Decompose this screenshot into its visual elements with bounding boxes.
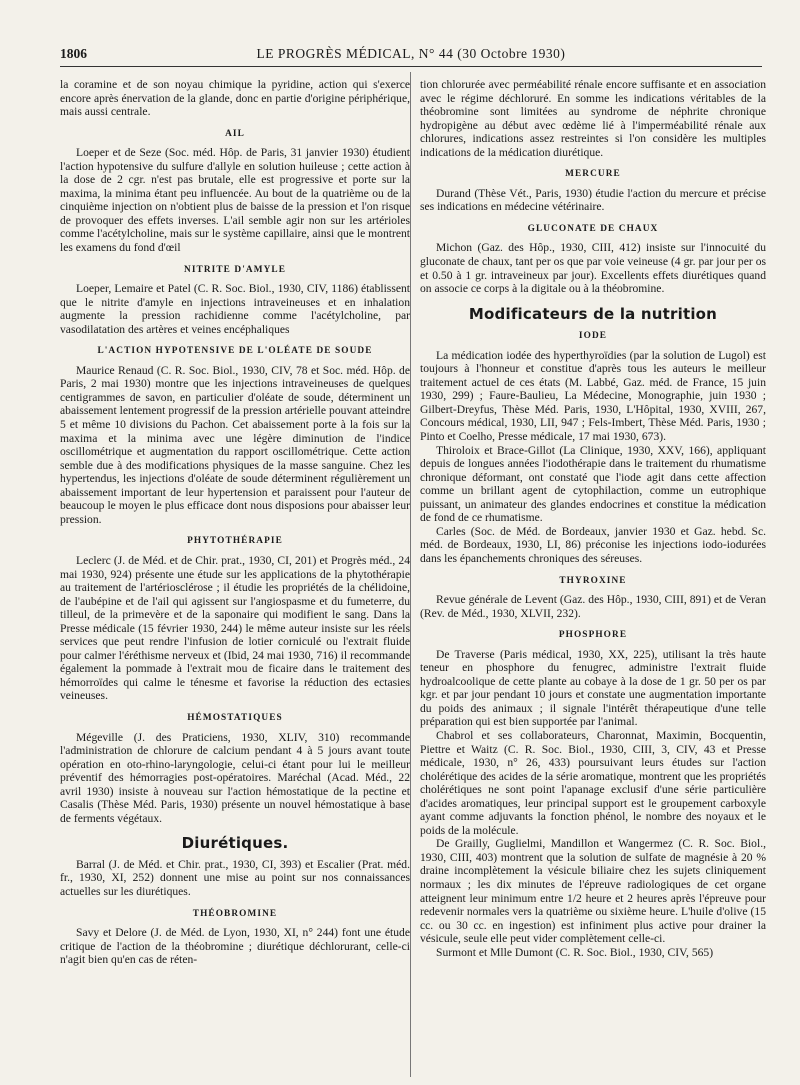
paragraph: Surmont et Mlle Dumont (C. R. Soc. Biol., 1930, CIV, 565) (436, 945, 714, 959)
paragraph: De Grailly, Guglielmi, Mandillon et Wangermez (C. R. Soc. Biol., 1930, CIII, 403) montrent que la solution de sulfate de magnésie à 20 % draine incomplètement la vésicule biliaire chez les sujets cliniquement normaux ; les dix minutes de l'épreuve radiologiques de cet organe atteignent leur minimum entre 1/2 heure et 2 heures après l'épreuve pour redevenir normales vers la quatrième ou sixième heure. L'huile d'olive (15 cc. ou 30 cc. en ingestion) est infiniment plus active pour drainer la vésicule, seule elle peut vider complètement celle-ci. (420, 837, 766, 946)
running-title: LE PROGRÈS MÉDICAL, N° 44 (30 Octobre 1930) (256, 46, 566, 61)
paragraph: Mégeville (J. des Praticiens, 1930, XLIV, 310) recommande l'administration de chlorure de calcium pendant 4 à 5 jours avant toute opération en oto-rhino-laryngologie, celui-ci étant pour lui le meilleur préventif des hémorragies post-opératoires. Maréchal (Acad. Méd., 22 avril 1930) insiste à nouveau sur l'action hémostatique de la pectine et Casalis (Thèse Méd. Paris, 1930) présente un nouvel hémostatique à base de ferments végétaux. (60, 730, 410, 825)
paragraph: Barral (J. de Méd. et Chir. prat., 1930, CI, 393) et Escalier (Prat. méd. fr., 1930, XI, 252) donnent une mise au point sur nos connaissances actuelles sur les diurétiques. (60, 857, 410, 898)
section-heading-hemostatiques: HÉMOSTATIQUES (187, 712, 283, 723)
paragraph: Michon (Gaz. des Hôp., 1930, CIII, 412) insiste sur l'innocuité du gluconate de chaux, tant per os que par voie veineuse (4 gr. par jour per os et 0.50 à 1 gr. intraveineux par jour). Excellents effets diurétiques quand on associe ce corps à la digitale ou à la théobromine. (420, 241, 766, 296)
paragraph: Chabrol et ses collaborateurs, Charonnat, Maximin, Bocquentin, Piettre et Waitz (C. R. Soc. Biol., 1930, CIII, 3, CIV, 43 et Presse médicale, 1930, n° 26, 433) poursuivant leurs études sur l'action cholérétique des acides de la série aromatique, montrent que les propriétés cholérétiques ne sont point l'apanage exclusif d'une série particulière d'acides aromatiques, leur principal support est le groupement carboxyle ayant comme adjuvants la fonction phénol, le nombre des noyaux et le poids de la molécule. (420, 728, 766, 837)
paragraph: Thiroloix et Brace-Gillot (La Clinique, 1930, XXV, 166), appliquant depuis de longues années l'iodothérapie dans le traitement du rhumatisme chronique déformant, ont constaté que l'iode agit dans cette affection comme un brillant agent de cytophilaction, comme un eutrophique puissant, un animateur des glandes endocrines et constitue la médication de fond de ce rhumatisme. (420, 443, 766, 525)
section-heading-nitrite: NITRITE D'AMYLE (184, 264, 286, 275)
running-header (60, 44, 762, 67)
column-divider (410, 72, 411, 1077)
paragraph: Loeper, Lemaire et Patel (C. R. Soc. Biol., 1930, CIV, 1186) établissent que le nitrite d'amyle en injections intraveineuses et en inhalation augmente la pression rachidienne comme l'acétylcholine, par vasodilatation des artères et veines encéphaliques (60, 282, 410, 336)
section-heading-gluconate: GLUCONATE DE CHAUX (527, 223, 659, 234)
paragraph: Revue générale de Levent (Gaz. des Hôp., 1930, CIII, 891) et de Veran (Rev. de Méd., 1930, XLVII, 232). (420, 593, 766, 620)
section-heading-phosphore: PHOSPHORE (558, 630, 628, 641)
paragraph: Savy et Delore (J. de Méd. de Lyon, 1930, XI, n° 244) font une étude critique de l'action de la théobromine ; diurétique déchlorurant, celle-ci n'agit bien qu'en cas de réten- (60, 926, 410, 967)
paragraph: la coramine et de son noyau chimique la pyridine, action qui s'exerce encore après énervation de la glande, donc en partie d'origine périphérique, mais aussi centrale. (60, 78, 410, 119)
chapter-heading-diuretiques: Diurétiques. (181, 834, 289, 853)
right-column (420, 78, 766, 959)
paragraph: Leclerc (J. de Méd. et de Chir. prat., 1930, CI, 201) et Progrès méd., 24 mai 1930, 924) présente une étude sur les applications de la phytothérapie au traitement de l'artériosclérose ; il étudie les propriétés de la chélidoine, de l'aubépine et de l'ail qui agissent sur l'angiospasme et du fumeterre, du tilleul, de la primevère et de la saponaire qui modifient le sang. Dans la Presse médicale (15 février 1930, 244) le même auteur insiste sur les réels services que peut rendre l'infusion de lotier corniculé ou l'extrait fluide pour calmer l'éréthisme nerveux et (Ibid, 24 mai 1930, 716) il recommande également la pommade à l'extrait mou de ficaire dans le traitement des hémorroïdes qui calme le ténesme et favorise la réduction des ectasies veineuses. (60, 553, 410, 703)
section-heading-iode: IODE (578, 331, 608, 342)
paragraph: Maurice Renaud (C. R. Soc. Biol., 1930, CIV, 78 et Soc. méd. Hôp. de Paris, 2 mai 1930) montre que les injections intraveineuses de quelques centigrammes de savon, en particulier d'oléate de soude, déterminent un abaissement lentement progressif de la pression artérielle pouvant atteindre 5 et même 10 divisions du Pachon. Cet abaissement porte à la fois sur la maxima et la minima avec une légère diminution de l'indice oscillométrique et augmentation du rapport oscillométrique. Cette action semble due à des modifications physiques de la masse sanguine. Chez les hypertendus, les injections d'oléate de soude déterminent régulièrement un abaissement important de leur hypertension et paraissent pour l'auteur de beaucoup le moyen le plus efficace dont nous disposions pour abaisser leur pression. (60, 363, 410, 526)
section-heading-oleate: L'ACTION HYPOTENSIVE DE L'OLÉATE DE SOUDE (97, 346, 373, 357)
section-heading-thyroxine: THYROXINE (559, 575, 627, 586)
section-heading-theobromine: THÉOBROMINE (192, 908, 278, 919)
paragraph: tion chlorurée avec perméabilité rénale encore suffisante et en association avec le régime déchloruré. En somme les indications véritables de la théobromine sont limitées au syndrome de néphrite chronique hydropigène au début avec œdème lié à l'imperméabilité rénale aux chlorures, indications assez restreintes si l'on considère les multiples indications de la médication diurétique. (420, 78, 766, 159)
paragraph: Loeper et de Seze (Soc. méd. Hôp. de Paris, 31 janvier 1930) étudient l'action hypotensive du sulfure d'allyle en solution huileuse ; cette action à la dose de 2 cgr. n'est pas brutale, elle est progressive et porte sur la maxima, la minima étant peu influencée. Au bout de la quatrième ou de la cinquième injection on n'obtient plus de baisse de la pression et l'on risque de provoquer des effets inverses. L'ail semble agir non sur les artérioles comme l'acétylcholine, mais sur le système capillaire, ainsi que le montrent les examens du fond d'œil (60, 146, 410, 255)
paragraph: Carles (Soc. de Méd. de Bordeaux, janvier 1930 et Gaz. hebd. Sc. méd. de Bordeaux, 1930, LI, 86) préconise les injections iodo-iodurées dans les épanchements chroniques des séreuses. (420, 524, 766, 565)
page-number: 1806 (60, 46, 87, 61)
section-heading-ail: AIL (225, 128, 245, 139)
paragraph: Durand (Thèse Vét., Paris, 1930) étudie l'action du mercure et précise ses indications en médecine vétérinaire. (420, 186, 766, 214)
section-heading-mercure: MERCURE (565, 169, 621, 180)
left-column (60, 78, 410, 967)
paragraph: De Traverse (Paris médical, 1930, XX, 225), utilisant la très haute teneur en phosphore du fenugrec, administre l'extrait fluide hydroalcoolique de cette plante au cobaye à la dose de 1 gr. 50 per os par kgr. et par jour pendant 10 jours et constate une augmentation importante du poids des animaux ; il signale l'intérêt thérapeutique d'une telle préparation qui est bien supportée par l'animal. (420, 647, 766, 729)
chapter-heading-modificateurs: Modificateurs de la nutrition (468, 304, 718, 323)
paragraph: La médication iodée des hyperthyroïdies (par la solution de Lugol) est toujours à l'honneur et constitue d'après tous les auteurs le meilleur traitement actuel de ces états (M. Labbé, Gaz. méd. de France, 15 juin 1930, 299) ; Faure-Baulieu, La Médecine, Monographie, juin 1930 ; Gilbert-Dreyfus, Thèse Méd. Paris, 1930, L'Hôpital, 1930, XVIII, 267, Concours médical, 1930, LII, 947 ; Fels-Imbert, Thèse Méd. Paris, 1930 ; Pinto et Coelho, Presse médicale, 17 mai 1930, 673). (420, 348, 766, 444)
section-heading-phytotherapie: PHYTOTHÉRAPIE (187, 536, 283, 547)
